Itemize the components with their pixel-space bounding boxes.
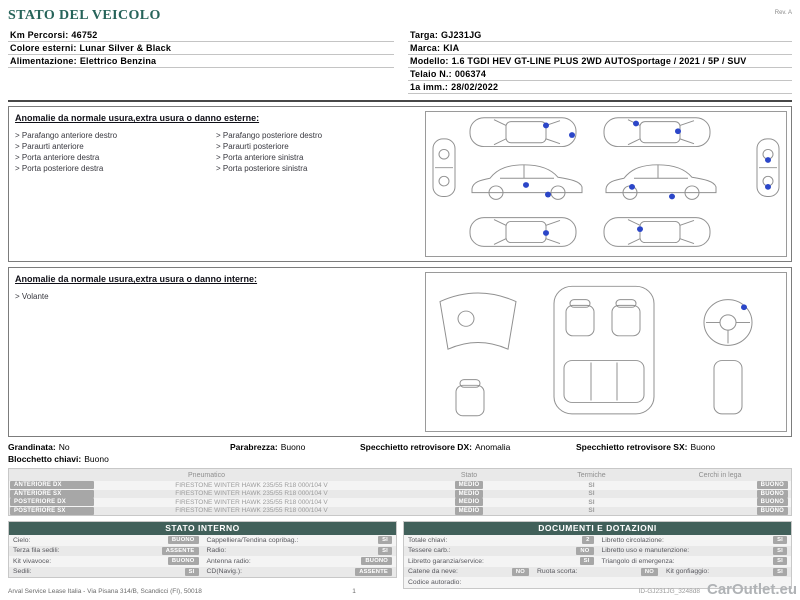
tyre-state-badge: MEDIO: [455, 507, 484, 515]
car-side-view-icon: [606, 165, 716, 200]
anomaly-list-col2: [216, 130, 417, 174]
interior-diagram-panel: [425, 272, 787, 432]
tyre-state-badge: MEDIO: [455, 498, 484, 506]
table-row: [404, 556, 791, 567]
info-value: 46752: [71, 30, 98, 40]
car-top-view-icon: [604, 218, 710, 247]
tyre-winter-flag: SI: [588, 507, 595, 515]
info-label: Colore esterni:: [10, 43, 77, 53]
cell: [404, 557, 598, 565]
condition-label: Specchietto retrovisore DX:: [360, 442, 472, 452]
info-value: Elettrico Benzina: [79, 56, 157, 66]
status-badge: NO: [512, 568, 529, 576]
table-row: [9, 546, 396, 557]
car-top-view-icon: [470, 118, 576, 147]
condition-label: Grandinata:: [8, 442, 56, 452]
row-label: Triangolo di emergenza:: [601, 557, 675, 565]
info-label: Modello:: [410, 56, 449, 66]
cell: [203, 536, 397, 544]
anomaly-item: > Porta anteriore sinistra: [216, 152, 417, 163]
revision-label: Rev. A: [774, 10, 792, 16]
status-badge: SI: [378, 536, 392, 544]
anomaly-list-col1: [15, 130, 216, 174]
row-label: CD(Navig.):: [206, 568, 242, 576]
cell: [9, 547, 203, 555]
row-label: Libretto circolazione:: [601, 536, 664, 544]
column-header-pneumatico: Pneumatico: [188, 471, 225, 479]
condition-value: Anomalia: [474, 442, 511, 452]
watermark: CarOutlet.eu: [706, 581, 797, 598]
row-label: Kit vivavoce:: [13, 557, 52, 565]
info-value: KIA: [443, 43, 460, 53]
column-header-cerchi: Cerchi in lega: [698, 471, 742, 479]
info-row-marca: [408, 42, 792, 55]
status-badge: SI: [773, 568, 787, 576]
row-label: Radio:: [206, 547, 227, 555]
exterior-diagram-svg: [426, 112, 786, 256]
status-badge: ASSENTE: [355, 568, 392, 576]
info-value: 28/02/2022: [451, 82, 499, 92]
row-label: Ruota scorta:: [537, 568, 578, 576]
tyre-winter-flag: SI: [588, 490, 595, 498]
info-label: Targa:: [410, 30, 439, 40]
vehicle-info: [8, 29, 792, 94]
cell: [9, 557, 203, 565]
cell: [662, 568, 791, 576]
document-id: ID-GJ231JG_3248d8: [638, 588, 700, 595]
condition-specchietto-dx: [360, 442, 576, 452]
car-top-view-icon: [470, 218, 576, 247]
car-front-view-icon: [433, 139, 455, 197]
page-number: 1: [352, 588, 356, 595]
cell: [598, 557, 792, 565]
tyre-rim-badge: BUONO: [757, 498, 788, 506]
tyre-state-badge: MEDIO: [455, 481, 484, 489]
info-label: Alimentazione:: [10, 56, 77, 66]
page-footer: [8, 588, 792, 595]
tyre-position-cell: [9, 498, 99, 506]
anomaly-item: > Parafango anteriore destro: [15, 130, 216, 141]
info-label: Marca:: [410, 43, 441, 53]
external-anomalies-section: [8, 106, 792, 262]
tyre-position-badge: ANTERIORE DX: [10, 481, 94, 489]
condition-blocchetto-chiavi: [8, 454, 230, 464]
info-row-targa: [408, 29, 792, 42]
table-row: [404, 546, 791, 557]
tyre-rim-cell: [649, 490, 791, 498]
table-row: [9, 556, 396, 567]
anomaly-item: > Porta posteriore destra: [15, 163, 216, 174]
info-row-km: [8, 29, 394, 42]
tyre-rim-cell: [649, 507, 791, 515]
internal-anomalies-section: [8, 267, 792, 437]
anomaly-item: > Paraurti anteriore: [15, 141, 216, 152]
vehicle-info-left: [8, 29, 394, 94]
row-label: Kit gonfiaggio:: [666, 568, 710, 576]
condition-value: No: [58, 442, 70, 452]
cell: [203, 557, 397, 565]
tyre-winter-flag: SI: [588, 481, 595, 489]
anomaly-item: > Porta posteriore sinistra: [216, 163, 417, 174]
vehicle-info-right: [408, 29, 792, 94]
row-label: Codice autoradio:: [408, 578, 462, 586]
tyre-table-body: [9, 481, 791, 515]
info-row-prima-imm: [408, 81, 792, 94]
tyre-state-cell: [404, 481, 534, 489]
report-header: [8, 8, 792, 24]
cell: [404, 568, 533, 576]
tyre-position-cell: [9, 507, 99, 515]
info-label: Km Percorsi:: [10, 30, 69, 40]
page-title: STATO DEL VEICOLO: [8, 8, 161, 23]
row-label: Catene da neve:: [408, 568, 458, 576]
row-label: Antenna radio:: [206, 557, 251, 565]
cell: [598, 547, 792, 555]
anomaly-item: > Paraurti posteriore: [216, 141, 417, 152]
cell: [598, 536, 792, 544]
cell: [533, 568, 662, 576]
anomaly-list: [15, 291, 216, 302]
cell: [9, 536, 203, 544]
cell: [9, 568, 203, 576]
condition-label: Blocchetto chiavi:: [8, 454, 82, 464]
status-badge: SI: [580, 557, 594, 565]
tyre-state-badge: MEDIO: [455, 490, 484, 498]
tyre-position-badge: POSTERIORE DX: [10, 498, 94, 506]
condition-grandinata: [8, 442, 230, 452]
damage-markers: [741, 304, 747, 310]
column-header-stato: Stato: [460, 471, 478, 479]
tyre-position-badge: POSTERIORE SX: [10, 507, 94, 515]
seat-icon: [456, 380, 484, 416]
tyre-description: FIRESTONE WINTER HAWK 235/55 R18 000/104 V: [175, 507, 328, 515]
info-row-colore: [8, 42, 394, 55]
row-label: Cielo:: [13, 536, 31, 544]
tyre-position-badge: ANTERIORE SX: [10, 490, 94, 498]
condition-label: Parabrezza:: [230, 442, 278, 452]
status-badge: BUONO: [168, 536, 199, 544]
tyre-state-cell: [404, 490, 534, 498]
info-value: 1.6 TGDI HEV GT-LINE PLUS 2WD AUTOSportage / 2021 / 5P / SUV: [451, 56, 747, 66]
cell: [404, 547, 598, 555]
info-row-modello: [408, 55, 792, 68]
status-badge: BUONO: [168, 557, 199, 565]
tyre-rim-badge: BUONO: [757, 481, 788, 489]
internal-anomalies-title: Anomalie da normale usura,extra usura o danno interne:: [15, 274, 258, 284]
info-row-telaio: [408, 68, 792, 81]
company-address: Arval Service Lease Italia - Via Pisana 314/B, Scandicci (FI), 50018: [8, 588, 202, 595]
cell: [203, 568, 397, 576]
condition-specchietto-sx: [576, 442, 792, 452]
table-row: [9, 535, 396, 546]
tyre-rim-badge: BUONO: [757, 490, 788, 498]
status-badge: SI: [773, 536, 787, 544]
anomaly-item: > Parafango posteriore destro: [216, 130, 417, 141]
condition-value: Buono: [690, 442, 716, 452]
tyre-position-cell: [9, 490, 99, 498]
documents-panel: [403, 521, 792, 589]
panel-title-documenti: DOCUMENTI E DOTAZIONI: [404, 522, 791, 535]
status-badge: 2: [582, 536, 593, 544]
external-anomalies-text: [13, 111, 419, 257]
row-label: Cappelliera/Tendina copribag.:: [206, 536, 299, 544]
row-label: Sedili:: [13, 568, 32, 576]
tyre-table: [8, 468, 792, 516]
cell: [404, 536, 598, 544]
tyre-position-cell: [9, 481, 99, 489]
steering-wheel-icon: [704, 300, 752, 414]
interior-status-panel: [8, 521, 397, 578]
external-anomalies-list: [15, 130, 417, 174]
status-badge: ASSENTE: [162, 547, 199, 555]
info-label: 1a imm.:: [410, 82, 449, 92]
info-value: GJ231JG: [441, 30, 482, 40]
condition-summary-line1: [8, 442, 792, 452]
info-row-alimentazione: [8, 55, 394, 68]
anomaly-item: > Volante: [15, 291, 216, 302]
status-badge: SI: [378, 547, 392, 555]
table-row: [404, 567, 791, 578]
row-label: Libretto garanzia/service:: [408, 557, 484, 565]
dashboard-icon: [440, 293, 516, 349]
status-badge: BUONO: [361, 557, 392, 565]
tyre-rim-cell: [649, 498, 791, 506]
row-label: Tessere carb.:: [408, 547, 451, 555]
condition-label: Specchietto retrovisore SX:: [576, 442, 688, 452]
exterior-diagram-panel: [425, 111, 787, 257]
anomaly-item: > Porta anteriore destra: [15, 152, 216, 163]
row-label: Terza fila sedili:: [13, 547, 60, 555]
bottom-tables: [8, 521, 792, 589]
info-label: Telaio N.:: [410, 69, 452, 79]
info-value: Lunar Silver & Black: [79, 43, 172, 53]
tyre-rim-cell: [649, 481, 791, 489]
status-badge: NO: [641, 568, 658, 576]
condition-parabrezza: [230, 442, 360, 452]
cell: [203, 547, 397, 555]
info-value: 006374: [454, 69, 487, 79]
status-badge: SI: [773, 547, 787, 555]
condition-value: Buono: [280, 442, 306, 452]
panel-title-stato-interno: STATO INTERNO: [9, 522, 396, 535]
tyre-table-header: [9, 469, 791, 481]
tyre-description: FIRESTONE WINTER HAWK 235/55 R18 000/104 V: [175, 490, 328, 498]
table-row: [404, 535, 791, 546]
table-row: [9, 567, 396, 578]
tyre-winter-flag: SI: [588, 498, 595, 506]
car-side-view-icon: [472, 165, 582, 200]
tyre-row: [9, 498, 791, 507]
tyre-state-cell: [404, 507, 534, 515]
external-anomalies-title: Anomalie da normale usura,extra usura o danno esterne:: [15, 113, 260, 123]
status-badge: NO: [576, 547, 593, 555]
car-top-view-icon: [604, 118, 710, 147]
status-badge: SI: [773, 557, 787, 565]
internal-anomalies-text: [13, 272, 419, 432]
row-label: Totale chiavi:: [408, 536, 448, 544]
interior-diagram-svg: [426, 273, 786, 431]
tyre-row: [9, 481, 791, 490]
tyre-description: FIRESTONE WINTER HAWK 235/55 R18 000/104 V: [175, 498, 328, 506]
documents-body: [404, 535, 791, 588]
condition-value: Buono: [84, 454, 109, 464]
tyre-rim-badge: BUONO: [757, 507, 788, 515]
tyre-row: [9, 490, 791, 499]
tyre-row: [9, 507, 791, 516]
column-header-termiche: Termiche: [577, 471, 606, 479]
condition-summary-line2: [8, 454, 792, 464]
internal-anomalies-list: [15, 291, 417, 302]
row-label: Libretto uso e manutenzione:: [601, 547, 690, 555]
interior-status-body: [9, 535, 396, 577]
cell: [404, 579, 598, 586]
status-badge: SI: [185, 568, 199, 576]
tyre-state-cell: [404, 498, 534, 506]
tyre-description: FIRESTONE WINTER HAWK 235/55 R18 000/104 V: [175, 481, 328, 489]
divider: [8, 100, 792, 102]
cabin-seats-icon: [554, 286, 654, 414]
